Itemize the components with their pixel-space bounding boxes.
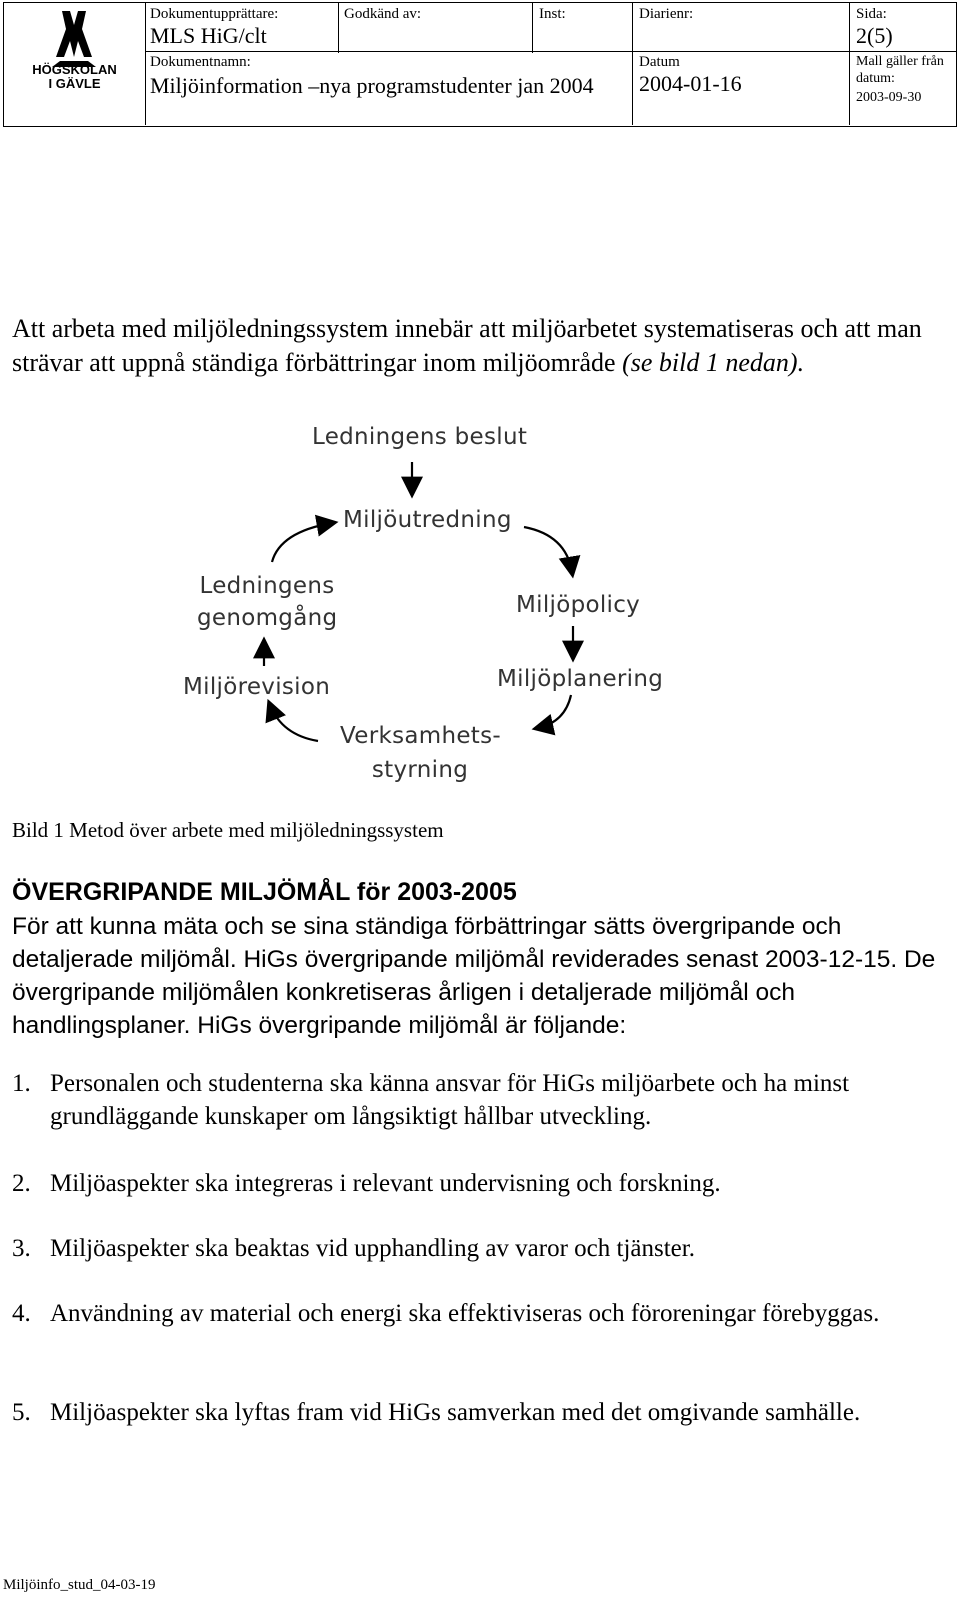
date-label: Datum bbox=[639, 54, 680, 70]
page-value: 2(5) bbox=[856, 23, 893, 48]
logo-line-1: HÖGSKOLAN bbox=[32, 62, 117, 77]
template-value: 2003-09-30 bbox=[856, 90, 922, 105]
diagram-label-policy: Miljöpolicy bbox=[516, 592, 641, 618]
arrow-curve-icon bbox=[524, 527, 572, 572]
goal-number: 4. bbox=[12, 1300, 31, 1327]
docname-value: Miljöinformation –nya programstudenter jan 2004 bbox=[150, 73, 594, 98]
diagram-label-beslut: Ledningens beslut bbox=[312, 424, 528, 450]
creator-label: Dokumentupprättare: bbox=[150, 6, 279, 22]
footer-text: Miljöinfo_stud_04-03-19 bbox=[3, 1577, 156, 1593]
goal-text: Miljöaspekter ska integreras i relevant undervisning och forskning. bbox=[50, 1170, 721, 1197]
arrow-curve-icon bbox=[538, 695, 571, 728]
diagram-label-revision: Miljörevision bbox=[183, 674, 331, 700]
goal-number: 2. bbox=[12, 1170, 31, 1197]
diagram-label-planering: Miljöplanering bbox=[497, 666, 664, 692]
goal-text: Miljöaspekter ska lyftas fram vid HiGs samverkan med det omgivande samhälle. bbox=[50, 1399, 861, 1426]
goal-number: 1. bbox=[12, 1070, 31, 1097]
section-heading: ÖVERGRIPANDE MILJÖMÅL för 2003-2005 bbox=[12, 878, 517, 906]
creator-value: MLS HiG/clt bbox=[150, 23, 267, 48]
diagram-label-genomgang-1: Ledningens bbox=[199, 573, 335, 599]
diagram-label-genomgang-2: genomgång bbox=[197, 605, 338, 631]
docname-label: Dokumentnamn: bbox=[150, 54, 251, 70]
approved-label: Godkänd av: bbox=[344, 6, 422, 22]
intro-text: Att arbeta med miljöledningssystem innebär att miljöarbetet systematiseras och att man strävar att uppnå ständiga förbättringar inom miljöområde bbox=[12, 314, 922, 377]
goal-text: Användning av material och energi ska effektiviseras och föroreningar förebyggas. bbox=[50, 1300, 880, 1327]
goal-number: 3. bbox=[12, 1235, 31, 1262]
template-label: Mall gäller från datum: bbox=[856, 54, 944, 86]
diagram-label-styrning-1: Verksamhets- bbox=[340, 723, 501, 749]
inst-label: Inst: bbox=[539, 6, 566, 22]
page-label: Sida: bbox=[856, 6, 887, 22]
arrow-curve-icon bbox=[272, 523, 332, 562]
section-text: För att kunna mäta och se sina ständiga förbättringar sätts övergripande och detaljerade miljömål. HiGs övergripande miljömål reviderades senast 2003-12-15. De övergripande miljömålen konkretiseras årligen i detaljerade miljömål och handlingsplaner. HiGs övergripande miljömål är följande: bbox=[12, 913, 936, 1039]
intro-reference: (se bild 1 nedan). bbox=[622, 348, 805, 377]
goal-text: Miljöaspekter ska beaktas vid upphandling av varor och tjänster. bbox=[50, 1235, 695, 1262]
diagram-label-utredning: Miljöutredning bbox=[343, 507, 512, 533]
logo-line-2: I GÄVLE bbox=[48, 76, 101, 91]
diarienr-label: Diarienr: bbox=[639, 6, 694, 22]
goal-text: Personalen och studenterna ska känna ansvar för HiGs miljöarbete och ha minst grundläggande kunskaper om långsiktigt hållbar utveckling. bbox=[50, 1070, 850, 1130]
date-value: 2004-01-16 bbox=[639, 71, 742, 96]
diagram-label-styrning-2: styrning bbox=[371, 757, 469, 783]
arrow-curve-icon bbox=[270, 705, 318, 741]
goal-number: 5. bbox=[12, 1399, 31, 1426]
figure-caption: Bild 1 Metod över arbete med miljöledningssystem bbox=[12, 818, 444, 842]
